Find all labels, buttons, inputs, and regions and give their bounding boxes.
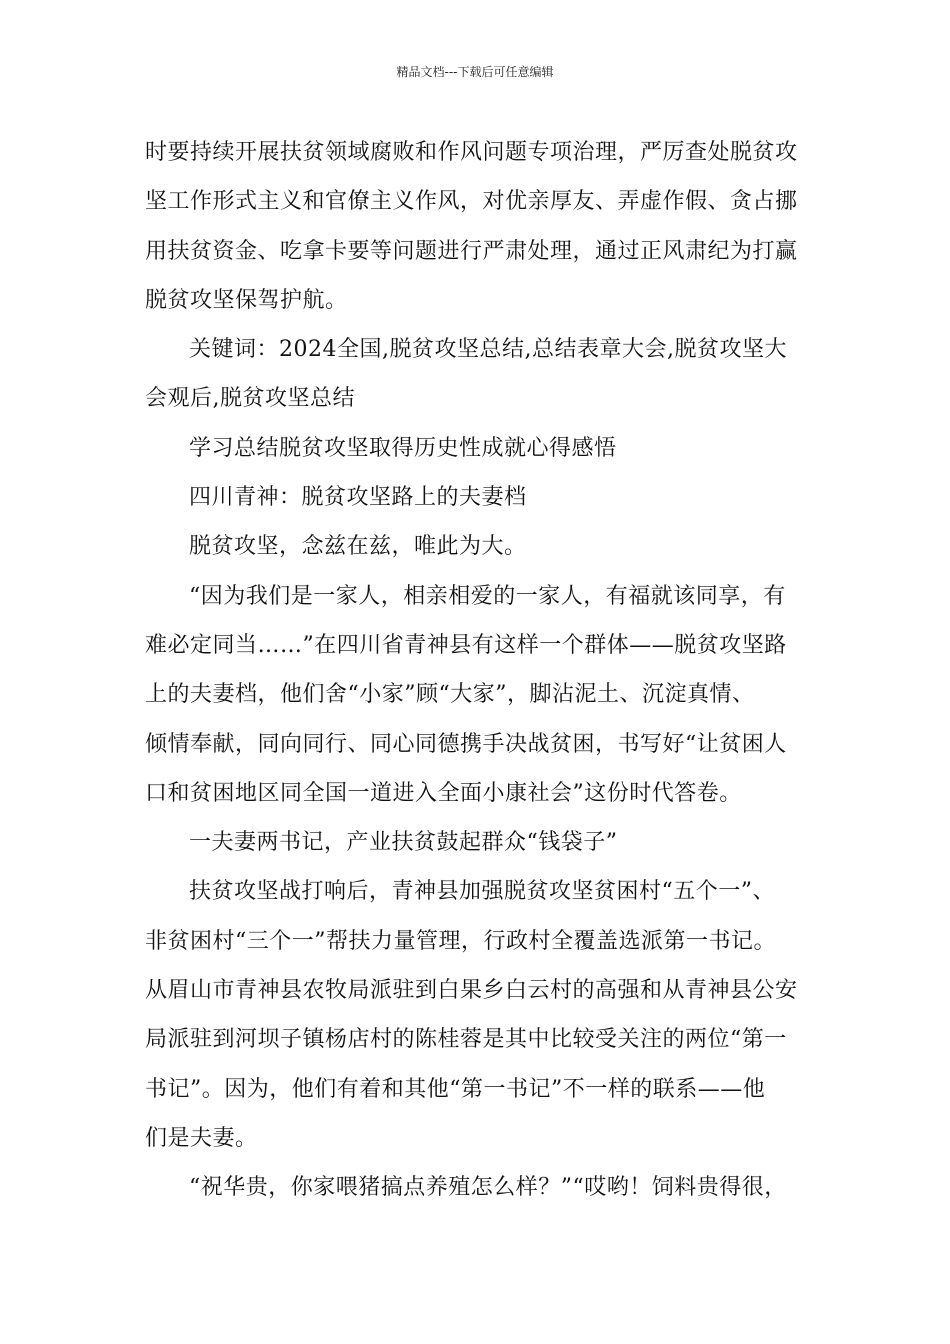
keywords-line: 会观后,脱贫攻坚总结 <box>145 386 355 412</box>
page-header: 精品文档---下载后可任意编辑 <box>396 65 554 79</box>
text-line: 上的夫妻档，他们舍“小家”顾“大家”，脚沾泥土、沉淀真情、 <box>145 682 755 708</box>
text-line: 们是夫妻。 <box>145 1125 258 1151</box>
text-line: 用扶贫资金、吃拿卡要等问题进行严肃处理，通过正风肃纪为打赢 <box>145 238 798 264</box>
text-line: “因为我们是一家人，相亲相爱的一家人，有福就该同享，有 <box>189 583 786 609</box>
text-line: 时要持续开展扶贫领域腐败和作风问题专项治理，严厉查处脱贫攻 <box>145 140 798 165</box>
article-title: 四川青神：脱贫攻坚路上的夫妻档 <box>189 485 527 511</box>
text-line: 口和贫困地区同全国一道进入全面小康社会”这份时代答卷。 <box>145 780 742 806</box>
text-line: 局派驻到河坝子镇杨店村的陈桂蓉是其中比较受关注的两位“第一 <box>145 1027 787 1053</box>
text-line: 书记”。因为，他们有着和其他“第一书记”不一样的联系——他 <box>145 1076 766 1102</box>
subheading: 一夫妻两书记，产业扶贫鼓起群众“钱袋子” <box>189 830 618 856</box>
document-body <box>145 128 835 1213</box>
text-line: 非贫困村“三个一”帮扶力量管理，行政村全覆盖选派第一书记。 <box>145 928 776 954</box>
text-line: 脱贫攻坚保驾护航。 <box>145 287 348 313</box>
section-title: 学习总结脱贫攻坚取得历史性成就心得感悟 <box>189 435 617 461</box>
text-line: 坚工作形式主义和官僚主义作风，对优亲厚友、弄虚作假、贪占挪 <box>145 189 798 215</box>
text-line: “祝华贵，你家喂猪搞点养殖怎么样？”“哎哟！饲料贵得很， <box>189 1175 787 1201</box>
text-line: 扶贫攻坚战打响后，青神县加强脱贫攻坚贫困村“五个一”、 <box>189 879 775 905</box>
keywords-line: 关键词：2024全国,脱贫攻坚总结,总结表章大会,脱贫攻坚大 <box>189 337 787 363</box>
text-line: 倾情奉献，同向同行、同心同德携手决战贫困，书写好“让贫困人 <box>145 731 787 757</box>
text-line: 难必定同当……”在四川省青神县有这样一个群体——脱贫攻坚路 <box>145 632 787 658</box>
text-line: 脱贫攻坚，念兹在兹，唯此为大。 <box>189 534 527 560</box>
text-line: 从眉山市青神县农牧局派驻到白果乡白云村的高强和从青神县公安 <box>145 978 798 1004</box>
